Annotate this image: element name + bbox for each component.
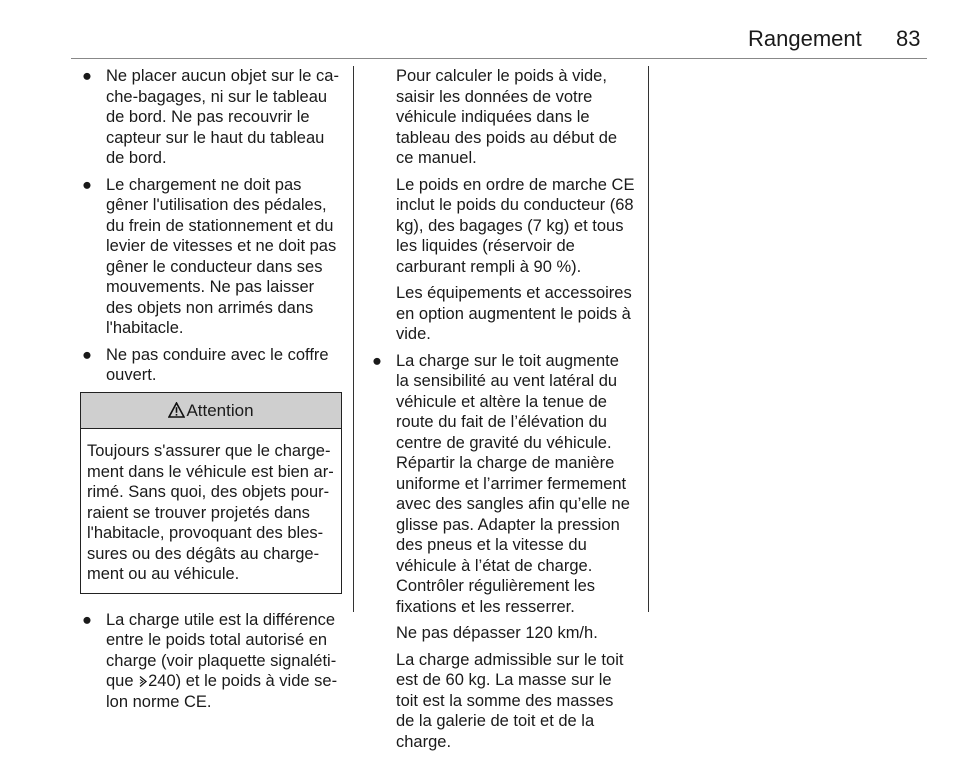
list-item: ● Le chargement ne doit pas gêner l'utilisation des pédales, du frein de stationnement et du levier de vitesses et ne doit pas gêner le conducteur dans ses mouvements. Ne pas laisser des objets non arrimés dans l'habitacle. bbox=[82, 175, 337, 337]
header-divider bbox=[71, 58, 927, 59]
warning-header bbox=[81, 393, 341, 430]
list-item: ● La charge utile est la différence entre le poids total autorisé en charge (voir plaquette signalétique 240) et le poids à vide selon norme CE. bbox=[82, 610, 338, 711]
right-column bbox=[370, 66, 636, 758]
page-header bbox=[0, 26, 960, 56]
bullet-list-right bbox=[370, 351, 636, 618]
warning-label: Attention bbox=[186, 400, 254, 420]
list-item: ● La charge sur le toit augmente la sensibilité au vent latéral du véhicule et altère la tenue de route du fait de l’élévation du centre de gravité du véhicule. Répartir la charge de manière uniforme et l’arrimer fermement avec des sangles afin qu’elle ne glisse pas. Adapter la pression des pneus et la vitesse du véhicule à l’état de charge. Contrôler régulièrement les fixations et les resserrer. bbox=[372, 351, 630, 616]
paragraph: La charge admissible sur le toit est de 60 kg. La masse sur le toit est la somme des masses de la galerie de toit et de la charge. bbox=[396, 650, 624, 751]
warning-triangle-icon bbox=[168, 402, 185, 418]
page-number: 83 bbox=[896, 26, 921, 51]
paragraph: Pour calculer le poids à vide, saisir les données de votre véhicule indiquées dans le tableau des poids au début de ce manuel. bbox=[396, 67, 618, 167]
bullet-icon: ● bbox=[82, 610, 92, 629]
bullet-list-top bbox=[80, 66, 342, 386]
list-item: ● Ne pas conduire avec le coffre ouvert. bbox=[82, 345, 329, 384]
bullet-icon: ● bbox=[372, 351, 382, 370]
column-divider-right bbox=[648, 66, 649, 612]
paragraph: Le poids en ordre de marche CE inclut le poids du conducteur (68 kg), des bagages (7 kg) et tous les liquides (réservoir de carburant rempli à 90 %). bbox=[396, 175, 635, 276]
warning-box bbox=[80, 392, 342, 594]
list-item: ● Ne placer aucun objet sur le cache-bagages, ni sur le tableau de bord. Ne pas recouvrir le capteur sur le haut du tableau de bord. bbox=[82, 67, 339, 167]
warning-text: Toujours s'assurer que le chargement dans le véhicule est bien arrimé. Sans quoi, des objets pourraient se trouver projetés dans l'habitacle, provoquant des blessures ou des dégâts au chargement ou au véhicule. bbox=[87, 442, 334, 583]
page-reference-icon bbox=[138, 675, 148, 688]
section-title: Rangement bbox=[748, 26, 862, 51]
left-column bbox=[80, 66, 342, 718]
paragraph: Ne pas dépasser 120 km/h. bbox=[396, 624, 598, 642]
page-reference-link[interactable]: 240 bbox=[148, 672, 176, 690]
bullet-icon: ● bbox=[82, 175, 92, 194]
bullet-icon: ● bbox=[82, 345, 92, 364]
bullet-list-bottom bbox=[80, 610, 342, 713]
column-divider-left bbox=[353, 66, 354, 612]
bullet-icon: ● bbox=[82, 67, 92, 85]
paragraph: Les équipements et accessoires en option augmentent le poids à vide. bbox=[396, 284, 632, 343]
